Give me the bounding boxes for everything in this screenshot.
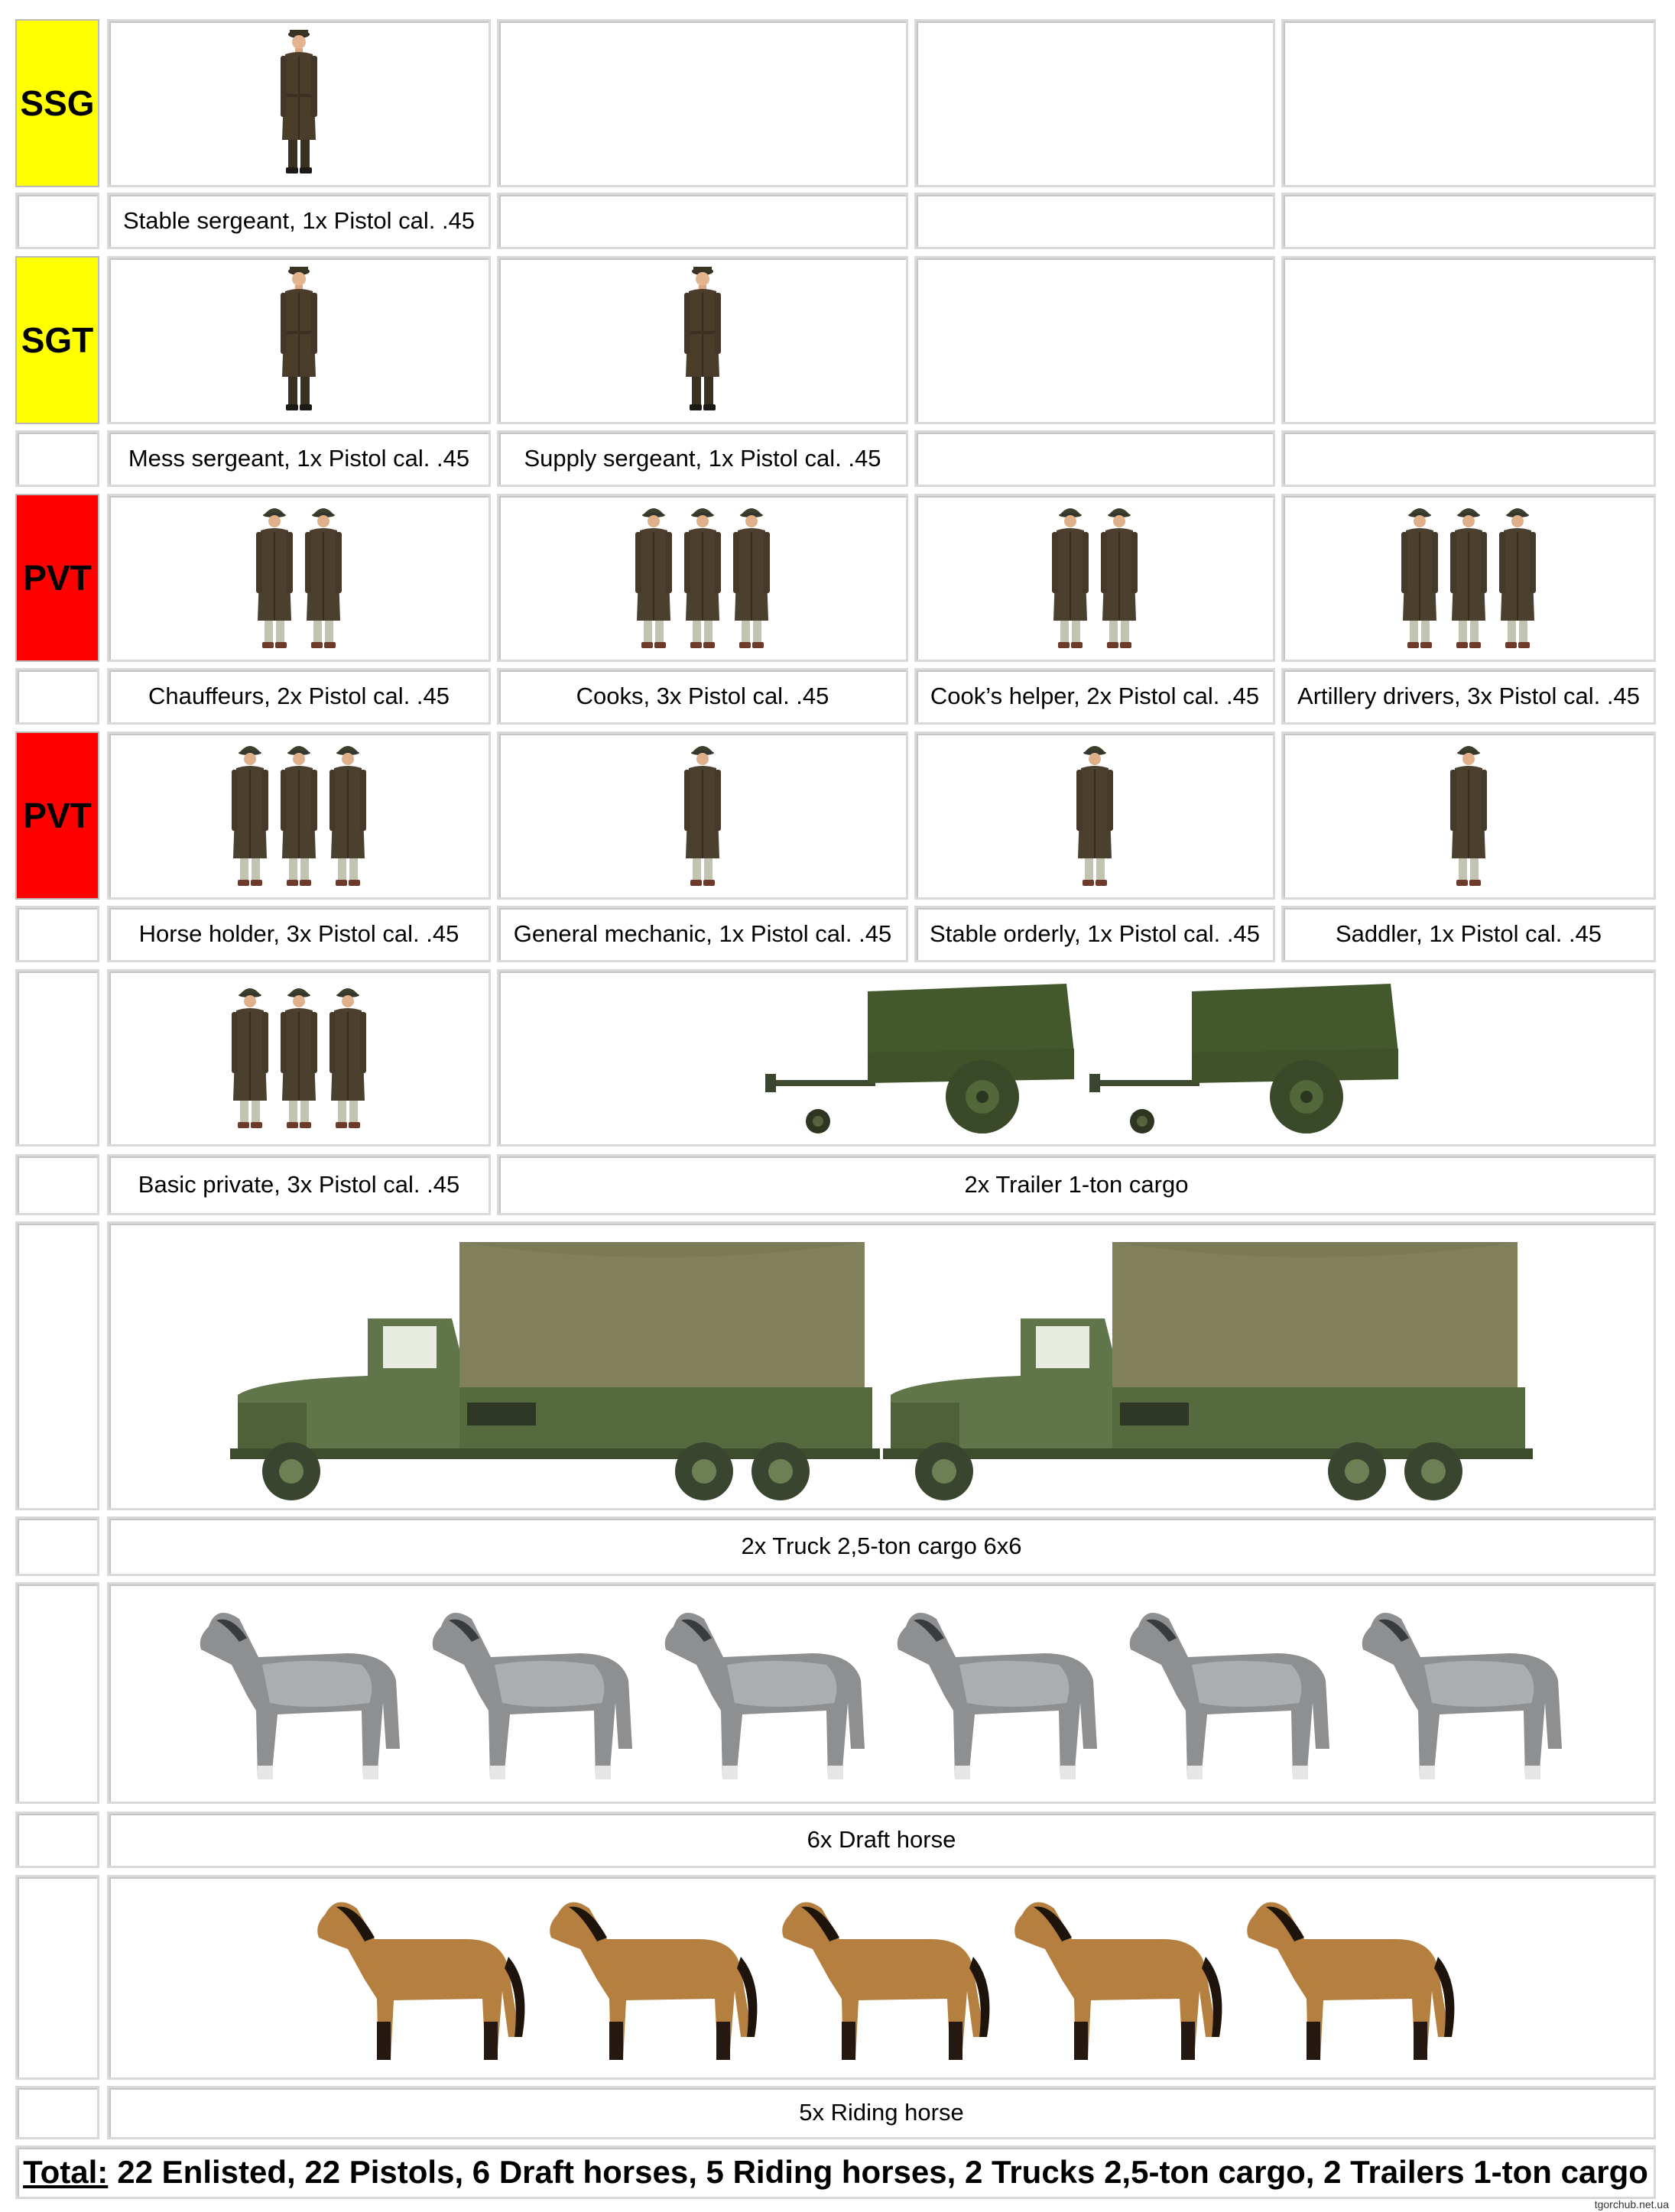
empty-cell [497,193,908,249]
rank-badge-ssg: SSG [15,19,99,187]
private-soldier-icon [227,980,273,1137]
private-soldier-icon [227,738,273,894]
empty-rank-cell [15,193,99,249]
private-soldier-icon [276,980,322,1137]
riding-horse-icon [534,1884,764,2071]
stable-orderly-caption: Stable orderly, 1x Pistol cal. .45 [914,906,1275,962]
draft-horse-icon [418,1596,648,1791]
empty-rank-cell [15,430,99,487]
horse-holder-figures [107,731,491,900]
draft-horse-icon [1115,1596,1345,1791]
empty-cell [1281,193,1656,249]
chauffeurs-caption: Chauffeurs, 2x Pistol cal. .45 [107,668,491,725]
nco-soldier-icon [274,25,323,182]
empty-cell [914,19,1275,187]
draft-horse-icon [651,1596,880,1791]
draft-horse-icon [883,1596,1112,1791]
supply-sergeant-figures [497,256,908,424]
truck-icon [230,1227,880,1506]
private-soldier-icon [325,738,371,894]
private-soldier-icon [1397,500,1443,657]
general-mechanic-figures [497,731,908,900]
cooks-figures [497,494,908,662]
riding-horse-icon [999,1884,1229,2071]
private-soldier-icon [1446,500,1492,657]
riding-horse-icon [767,1884,996,2071]
mess-sergeant-caption: Mess sergeant, 1x Pistol cal. .45 [107,430,491,487]
cooks-helper-caption: Cook’s helper, 2x Pistol cal. .45 [914,668,1275,725]
general-mechanic-caption: General mechanic, 1x Pistol cal. .45 [497,906,908,962]
private-soldier-icon [1446,738,1492,894]
artillery-drivers-caption: Artillery drivers, 3x Pistol cal. .45 [1281,668,1656,725]
rank-badge-pvt: PVT [15,494,99,662]
empty-rank-cell [15,1811,99,1868]
trailer-icon [761,976,1082,1140]
saddler-caption: Saddler, 1x Pistol cal. .45 [1281,906,1656,962]
watermark: tgorchub.net.ua [1594,2198,1669,2210]
artillery-drivers-figures [1281,494,1656,662]
private-soldier-icon [276,738,322,894]
draft-horses-caption: 6x Draft horse [107,1811,1656,1868]
total-summary [15,2146,1656,2199]
total-label: Total: [23,2154,109,2190]
private-soldier-icon [729,500,774,657]
cooks-caption: Cooks, 3x Pistol cal. .45 [497,668,908,725]
empty-rank-cell [15,1154,99,1215]
trailer-icon [1085,976,1406,1140]
empty-cell [914,256,1275,424]
stable-orderly-figures [914,731,1275,900]
empty-cell [1281,430,1656,487]
stable-sergeant-figures [107,19,491,187]
empty-cell [497,19,908,187]
trailers-caption: 2x Trailer 1-ton cargo [497,1154,1656,1215]
empty-rank-cell [15,906,99,962]
private-soldier-icon [1096,500,1142,657]
saddler-figures [1281,731,1656,900]
stable-sergeant-caption: Stable sergeant, 1x Pistol cal. .45 [107,193,491,249]
chauffeurs-figures [107,494,491,662]
empty-rank-cell [15,1582,99,1804]
nco-soldier-icon [678,262,727,419]
private-soldier-icon [680,738,726,894]
supply-sergeant-caption: Supply sergeant, 1x Pistol cal. .45 [497,430,908,487]
private-soldier-icon [252,500,297,657]
riding-horses-figures [107,1875,1656,2080]
private-soldier-icon [631,500,677,657]
empty-rank-cell [15,1875,99,2080]
empty-cell [914,193,1275,249]
empty-rank-cell [15,2086,99,2139]
nco-soldier-icon [274,262,323,419]
empty-rank-cell [15,1221,99,1510]
cooks-helper-figures [914,494,1275,662]
draft-horse-icon [1348,1596,1577,1791]
trailers-figures [497,969,1656,1147]
truck-icon [883,1227,1533,1506]
empty-cell [914,430,1275,487]
empty-cell [1281,256,1656,424]
rank-badge-sgt: SGT [15,256,99,424]
draft-horse-icon [186,1596,415,1791]
basic-private-figures [107,969,491,1147]
empty-cell [1281,19,1656,187]
total-text: 22 Enlisted, 22 Pistols, 6 Draft horses, 5 Riding horses, 2 Trucks 2,5-ton cargo, 2 Trailers 1-ton cargo [117,2154,1648,2190]
horse-holder-caption: Horse holder, 3x Pistol cal. .45 [107,906,491,962]
private-soldier-icon [325,980,371,1137]
draft-horses-figures [107,1582,1656,1804]
private-soldier-icon [1495,500,1540,657]
private-soldier-icon [1047,500,1093,657]
trucks-figures [107,1221,1656,1510]
private-soldier-icon [300,500,346,657]
riding-horse-icon [302,1884,531,2071]
empty-rank-cell [15,668,99,725]
riding-horse-icon [1232,1884,1461,2071]
trucks-caption: 2x Truck 2,5-ton cargo 6x6 [107,1516,1656,1576]
private-soldier-icon [680,500,726,657]
empty-rank-cell [15,969,99,1147]
riding-horses-caption: 5x Riding horse [107,2086,1656,2139]
empty-rank-cell [15,1516,99,1576]
rank-badge-pvt: PVT [15,731,99,900]
private-soldier-icon [1072,738,1118,894]
mess-sergeant-figures [107,256,491,424]
basic-private-caption: Basic private, 3x Pistol cal. .45 [107,1154,491,1215]
